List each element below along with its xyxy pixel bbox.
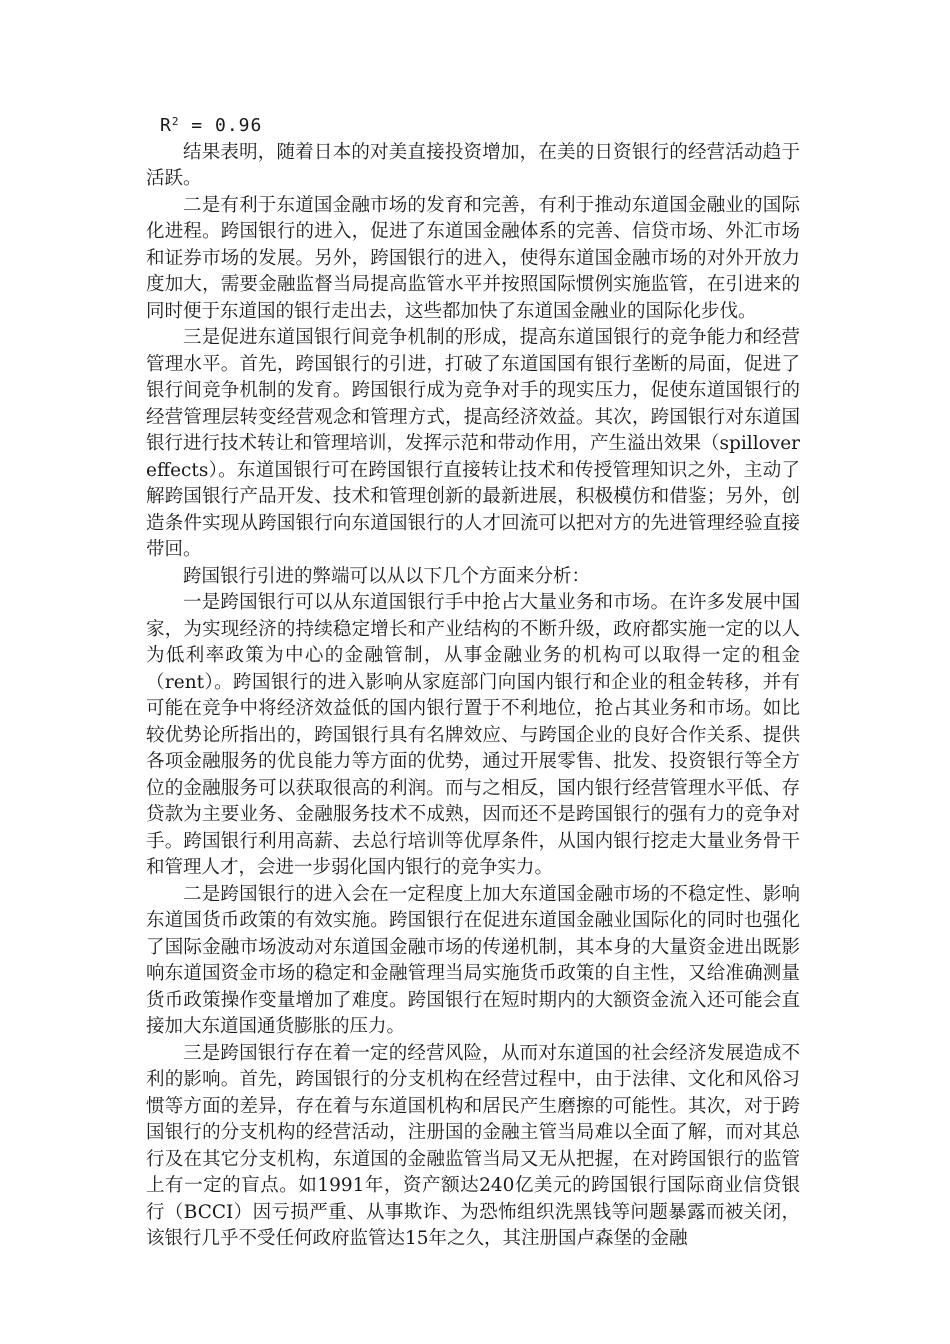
paragraph-drawbacks-intro: 跨国银行引进的弊端可以从以下几个方面来分析： [183,565,591,587]
r-squared-formula [146,113,800,140]
paragraph-drawback-three: 三是跨国银行存在着一定的经营风险，从而对东道国的社会经济发展造成不利的影响。首先，跨国银行的分支机构在经营过程中，由于法律、文化和风俗习惯等方面的差异，存在着与东道国机构和居民产生磨擦的可能性。其次，对于跨国银行的分支机构的经营活动，注册国的金融主管当局难以全面了解，而对其总行及在其它分支机构，东道国的金融监管当局又无从把握，在对跨国银行的监管上有一定的盲点。如1991年，资产额达240亿美元的跨国银行国际商业信贷银行（BCCI）因亏损严重、从事欺诈、为恐怖组织洗黑钱等问题暴露而被关闭，该银行几乎不受任何政府监管达15年之久，其注册国卢森堡的金融 [146,1042,800,1249]
formula-value: = 0.96 [179,115,263,136]
paragraph-benefit-three: 三是促进东道国银行间竞争机制的形成，提高东道国银行的竞争能力和经营管理水平。首先，跨国银行的引进，打破了东道国国有银行垄断的局面，促进了银行间竞争机制的发育。跨国银行成为竞争对手的现实压力，促使东道国银行的经营管理层转变经营观念和管理方式，提高经济效益。其次，跨国银行对东道国银行进行技术转让和管理培训，发挥示范和带动作用，产生溢出效果（spillover effects）。东道国银行可在跨国银行直接转让技术和传授管理知识之外，主动了解跨国银行产品开发、技术和管理创新的最新进展，积极模仿和借鉴；另外，创造条件实现从跨国银行向东道国银行的人才回流可以把对方的先进管理经验直接带回。 [146,327,800,560]
paragraph-result: 结果表明，随着日本的对美直接投资增加，在美的日资银行的经营活动趋于活跃。 [146,141,800,189]
formula-exponent: 2 [171,115,180,128]
page-content [146,113,800,1253]
formula-base: R [160,115,172,136]
paragraph-drawback-one: 一是跨国银行可以从东道国银行手中抢占大量业务和市场。在许多发展中国家，为实现经济的持续稳定增长和产业结构的不断升级，政府都实施一定的以人为低利率政策为中心的金融管制，从事金融业务的机构可以取得一定的租金（rent）。跨国银行的进入影响从家庭部门向国内银行和企业的租金转移，并有可能在竞争中将经济效益低的国内银行置于不利地位，抢占其业务和市场。如比较优势论所指出的，跨国银行具有名牌效应、与跨国企业的良好合作关系、提供各项金融服务的优良能力等方面的优势，通过开展零售、批发、投资银行等全方位的金融服务可以获取很高的利润。而与之相反，国内银行经营管理水平低、存贷款为主要业务、金融服务技术不成熟，因而还不是跨国银行的强有力的竞争对手。跨国银行利用高薪、去总行培训等优厚条件，从国内银行挖走大量业务骨干和管理人才，会进一步弱化国内银行的竞争实力。 [146,592,800,878]
paragraph-drawback-two: 二是跨国银行的进入会在一定程度上加大东道国金融市场的不稳定性、影响东道国货币政策的有效实施。跨国银行在促进东道国金融业国际化的同时也强化了国际金融市场波动对东道国金融市场的传递机制，其本身的大量资金进出既影响东道国资金市场的稳定和金融管理当局实施货币政策的自主性，又给准确测量货币政策操作变量增加了难度。跨国银行在短时期内的大额资金流入还可能会直接加大东道国通货膨胀的压力。 [146,883,800,1037]
paragraph-benefit-two: 二是有利于东道国金融市场的发育和完善，有利于推动东道国金融业的国际化进程。跨国银行的进入，促进了东道国金融体系的完善、信贷市场、外汇市场和证券市场的发展。另外，跨国银行的进入，使得东道国金融市场的对外开放力度加大，需要金融监督当局提高监管水平并按照国际惯例实施监管，在引进来的同时便于东道国的银行走出去，这些都加快了东道国金融业的国际化步伐。 [146,194,800,322]
